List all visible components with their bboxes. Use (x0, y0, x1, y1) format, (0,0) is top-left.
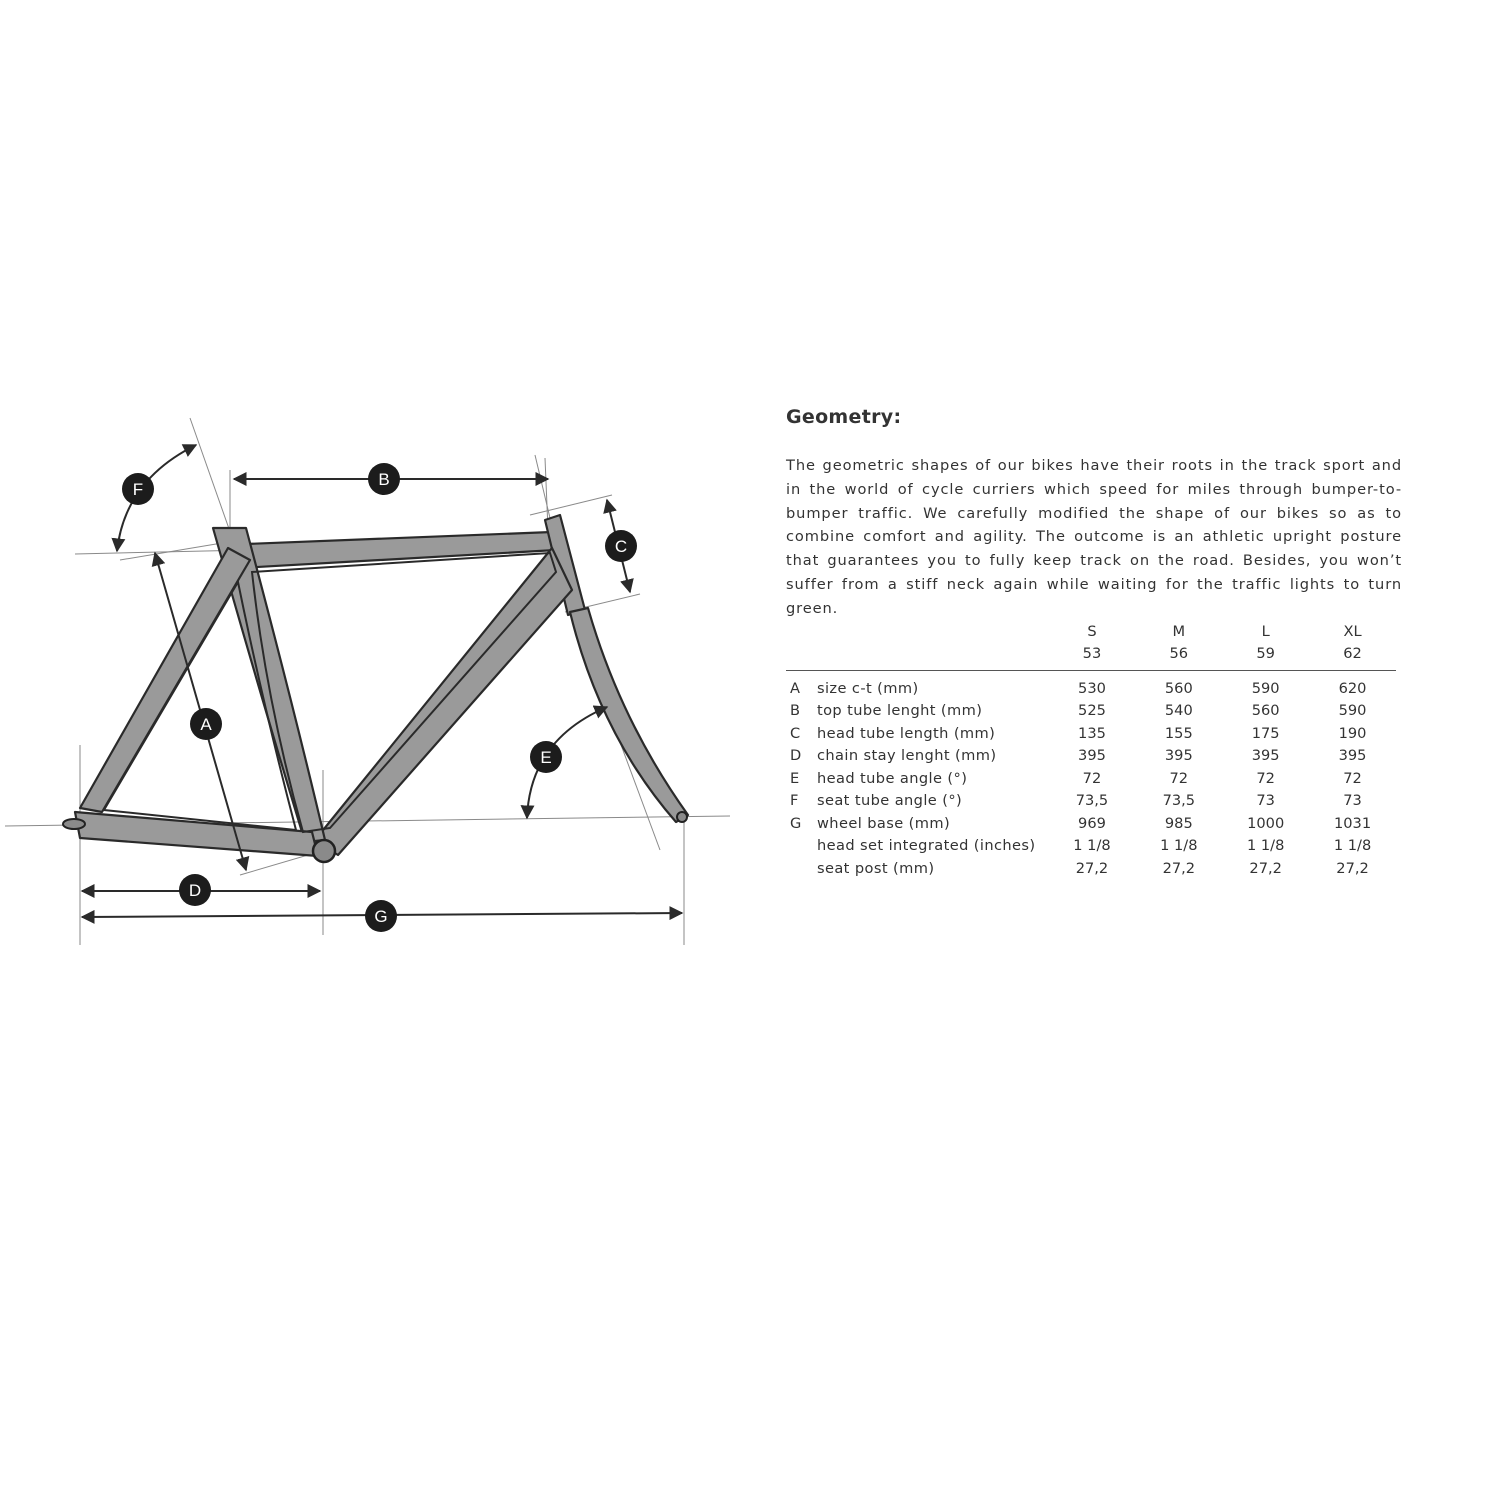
row-letter: D (790, 747, 802, 765)
row-name: wheel base (mm) (816, 814, 951, 832)
row-name: size c-t (mm) (816, 679, 919, 697)
row-name: head tube angle (°) (816, 769, 968, 787)
geometry-table (786, 620, 1396, 880)
badge-d (179, 874, 211, 906)
geometry-description: The geometric shapes of our bikes have their roots in the track sport and in the world of cycle curriers which speed for miles through bumper-to-bumper traffic. We carefully modified the shape of our bikes so as to combine comfort and agility. The outcome is an athletic upright posture that guarantees you to fully keep track on the road. Besides, you won’t suffer from a stiff neck again while waiting for the traffic lights to turn green. (786, 457, 1402, 617)
value-xl: 27,2 (1336, 859, 1369, 877)
row-letter: B (790, 702, 801, 720)
row-name: seat tube angle (°) (816, 792, 963, 810)
size-number-s: 53 (1082, 644, 1102, 662)
front-dropout (677, 812, 687, 822)
table-row (786, 722, 1396, 745)
table-row (786, 677, 1396, 700)
table-row (786, 790, 1396, 813)
value-xl: 395 (1338, 747, 1367, 765)
table-row (786, 835, 1396, 858)
fork (570, 608, 688, 822)
value-s: 72 (1082, 769, 1102, 787)
row-letter: A (790, 679, 800, 697)
size-number-m: 56 (1169, 644, 1189, 662)
table-row (786, 857, 1396, 880)
construction-lines (5, 418, 730, 945)
value-xl: 1031 (1333, 814, 1372, 832)
badge-e-label: E (540, 748, 552, 767)
value-s: 1 1/8 (1073, 837, 1111, 855)
table-row (786, 745, 1396, 768)
badge-e (530, 741, 562, 773)
value-xl: 590 (1338, 702, 1367, 720)
value-l: 175 (1251, 724, 1280, 742)
row-name: seat post (mm) (816, 859, 935, 877)
size-header-s: S (1087, 622, 1097, 640)
row-letter: E (790, 769, 800, 787)
value-m: 27,2 (1162, 859, 1196, 877)
value-xl: 72 (1343, 769, 1362, 787)
value-m: 560 (1164, 679, 1193, 697)
geometry-title: Geometry: (786, 406, 902, 428)
badge-d-label: D (188, 881, 202, 900)
value-m: 985 (1164, 814, 1193, 832)
value-xl: 73 (1343, 792, 1362, 810)
value-l: 1000 (1247, 814, 1285, 832)
size-number-xl: 62 (1343, 644, 1362, 662)
value-m: 73,5 (1162, 792, 1196, 810)
badge-c-label: C (614, 537, 628, 556)
value-m: 395 (1164, 747, 1193, 765)
size-header-l: L (1261, 622, 1270, 640)
value-l: 395 (1251, 747, 1280, 765)
row-name: head set integrated (inches) (816, 837, 1036, 855)
row-name: top tube lenght (mm) (816, 702, 983, 720)
value-s: 73,5 (1075, 792, 1109, 810)
value-s: 530 (1078, 679, 1106, 697)
value-xl: 620 (1338, 679, 1367, 697)
size-number-l: 59 (1256, 644, 1275, 662)
value-m: 540 (1164, 702, 1193, 720)
row-letter: G (790, 814, 802, 832)
value-xl: 190 (1338, 724, 1367, 742)
value-l: 72 (1256, 769, 1275, 787)
row-name: head tube length (mm) (816, 724, 996, 742)
row-name: chain stay lenght (mm) (816, 747, 997, 765)
size-header-m: M (1172, 622, 1186, 640)
badge-c (605, 530, 637, 562)
value-s: 525 (1078, 702, 1106, 720)
badge-f-label: F (132, 480, 144, 499)
table-row (786, 767, 1396, 790)
badge-g-label: G (374, 907, 388, 926)
rear-dropout (63, 819, 85, 829)
row-letter (786, 857, 817, 880)
row-letter: C (790, 724, 801, 742)
table-row (786, 700, 1396, 723)
badge-a (190, 708, 222, 740)
badge-b (368, 463, 400, 495)
value-m: 1 1/8 (1160, 837, 1198, 855)
row-letter (786, 835, 817, 858)
badge-a-label: A (200, 715, 212, 734)
value-l: 73 (1256, 792, 1275, 810)
value-l: 590 (1251, 679, 1280, 697)
badge-f (122, 473, 154, 505)
row-letter: F (790, 792, 799, 810)
size-header-xl: XL (1343, 622, 1362, 640)
size-number-row (786, 642, 1396, 664)
value-s: 969 (1078, 814, 1106, 832)
geometry-spec-panel (786, 400, 1402, 877)
bottom-bracket (313, 840, 335, 862)
value-s: 27,2 (1075, 859, 1109, 877)
bike-frame (75, 515, 688, 856)
value-s: 395 (1078, 747, 1106, 765)
badge-g (365, 900, 397, 932)
value-xl: 1 1/8 (1333, 837, 1372, 855)
value-l: 27,2 (1249, 859, 1282, 877)
value-l: 1 1/8 (1246, 837, 1285, 855)
table-row (786, 812, 1396, 835)
value-s: 135 (1078, 724, 1106, 742)
down-tube (315, 548, 572, 855)
value-l: 560 (1251, 702, 1280, 720)
size-letter-row (786, 620, 1396, 642)
value-m: 155 (1164, 724, 1193, 742)
value-m: 72 (1169, 769, 1189, 787)
frame-geometry-diagram (0, 400, 740, 960)
badge-b-label: B (378, 470, 390, 489)
chain-stay (75, 812, 318, 856)
